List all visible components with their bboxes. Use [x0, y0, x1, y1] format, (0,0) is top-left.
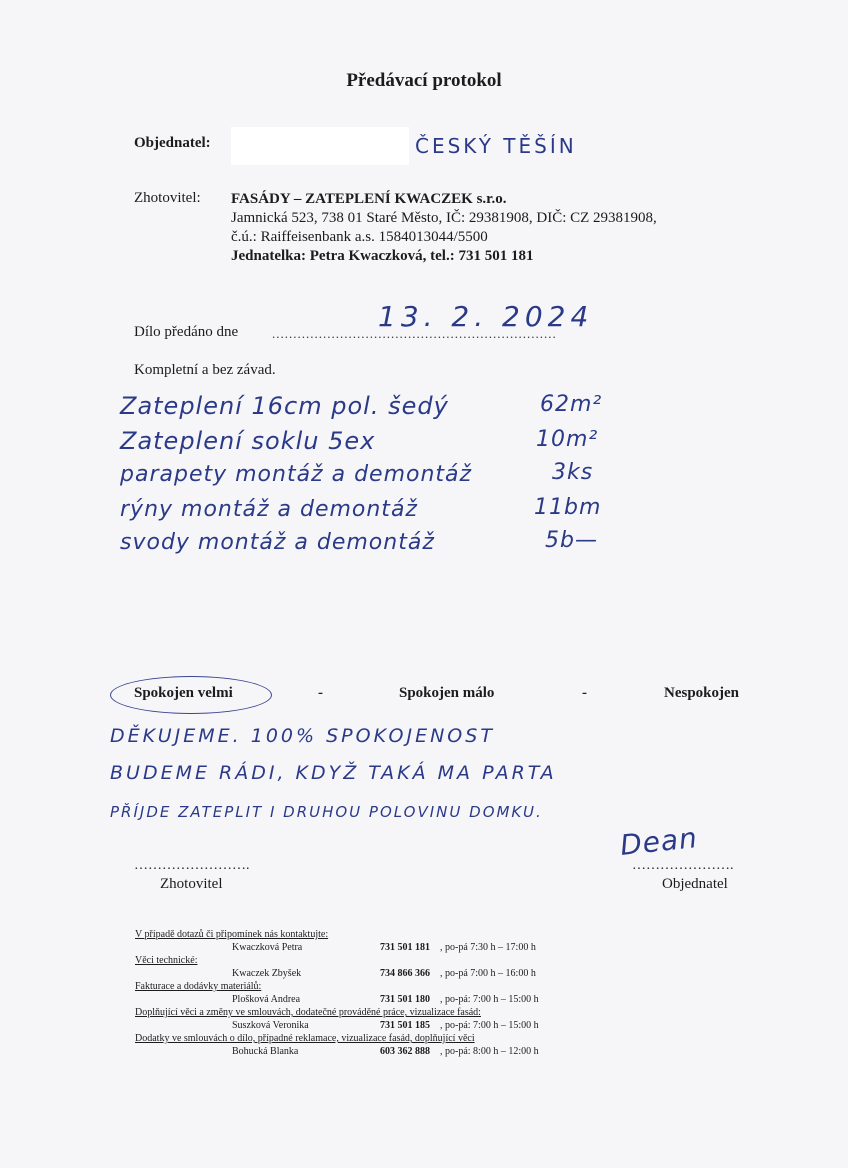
contractor-block: [231, 190, 657, 266]
contact-phone: 731 501 180: [380, 994, 430, 1005]
contact-row: [135, 993, 555, 1006]
contact-phone: 603 362 888: [380, 1046, 430, 1057]
work-item-qty: 10m²: [536, 427, 599, 452]
contractor-label: Zhotovitel:: [134, 190, 201, 206]
work-item-qty: 62m²: [540, 392, 603, 417]
work-item: Zateplení 16cm pol. šedý: [120, 392, 449, 420]
work-item: rýny montáž a demontáž: [120, 497, 418, 522]
contact-row: [135, 941, 555, 954]
rating-option-dissatisfied: Nespokojen: [664, 685, 740, 701]
contact-name: Kwaczková Petra: [232, 942, 303, 953]
handover-status: Kompletní a bez závad.: [134, 362, 276, 378]
handover-label: Dílo předáno dne: [134, 324, 239, 340]
contractor-signature-label: Zhotovitel: [160, 876, 223, 892]
customer-name-redacted: [231, 127, 409, 165]
contact-name: Suszková Veronika: [232, 1020, 309, 1031]
contact-row: [135, 967, 555, 980]
contact-row: [135, 1019, 555, 1032]
contact-hours: , po-pá 7:00 h – 16:00 h: [440, 968, 536, 979]
contact-phone: 734 866 366: [380, 968, 430, 979]
customer-city-handwritten: ČESKÝ TĚŠÍN: [415, 134, 577, 158]
customer-signature-dots: ………………….: [632, 858, 734, 873]
work-item-qty: 3ks: [552, 460, 594, 485]
note-line: BUDEME RÁDI, KDYŽ TAKÁ MA PARTA: [110, 762, 557, 784]
contact-phone: 731 501 181: [380, 942, 430, 953]
contact-hours: , po-pá 7:30 h – 17:00 h: [440, 942, 536, 953]
work-item-qty: 11bm: [534, 495, 602, 520]
work-item: parapety montáž a demontáž: [120, 462, 473, 487]
work-item: Zateplení soklu 5ex: [120, 427, 376, 455]
contact-hours: , po-pá: 8:00 h – 12:00 h: [440, 1046, 539, 1057]
handover-date-handwritten: 13. 2. 2024: [378, 300, 594, 333]
contacts-list: [135, 928, 555, 1058]
contractor-director: Jednatelka: Petra Kwaczková, tel.: 731 501 181: [231, 248, 534, 264]
customer-label: Objednatel:: [134, 135, 211, 151]
rating-option-very-satisfied: Spokojen velmi: [134, 685, 233, 701]
contacts-heading: Fakturace a dodávky materiálů:: [135, 981, 262, 992]
note-line: DĚKUJEME. 100% SPOKOJENOST: [110, 725, 495, 747]
contact-phone: 731 501 185: [380, 1020, 430, 1031]
contacts-heading: V případě dotazů či připomínek nás kontaktujte:: [135, 929, 329, 940]
contact-row: [135, 1045, 555, 1058]
contractor-address: Jamnická 523, 738 01 Staré Město, IČ: 29381908, DIČ: CZ 29381908,: [231, 210, 657, 226]
contractor-bank: č.ú.: Raiffeisenbank a.s. 1584013044/5500: [231, 229, 488, 245]
contacts-heading: Dodatky ve smlouvách o dílo, případné reklamace, vizualizace fasád, doplňující věci: [135, 1033, 475, 1044]
work-item-qty: 5b—: [545, 528, 598, 553]
contact-name: Bohucká Blanka: [232, 1046, 299, 1057]
contact-name: Kwaczek Zbyšek: [232, 968, 302, 979]
note-line: PŘÍJDE ZATEPLIT I DRUHOU POLOVINU DOMKU.: [110, 803, 543, 821]
contact-hours: , po-pá: 7:00 h – 15:00 h: [440, 994, 539, 1005]
rating-separator: -: [582, 685, 587, 701]
contact-name: Plošková Andrea: [232, 994, 301, 1005]
contractor-signature-dots: …………………….: [134, 858, 250, 873]
customer-signature-handwritten: Dean: [618, 821, 700, 862]
customer-signature-label: Objednatel: [662, 876, 728, 892]
rating-option-little-satisfied: Spokojen málo: [399, 685, 495, 701]
work-item: svody montáž a demontáž: [120, 530, 435, 555]
contacts-heading: Doplňující věci a změny ve smlouvách, dodatečné prováděné práce, vizualizace fasád:: [135, 1007, 481, 1018]
contacts-heading: Věci technické:: [135, 955, 198, 966]
contact-hours: , po-pá: 7:00 h – 15:00 h: [440, 1020, 539, 1031]
handover-dots: ...................................................................: [272, 326, 557, 341]
rating-separator: -: [318, 685, 323, 701]
document-title: Předávací protokol: [346, 70, 502, 91]
contractor-name: FASÁDY – ZATEPLENÍ KWACZEK s.r.o.: [231, 191, 507, 207]
